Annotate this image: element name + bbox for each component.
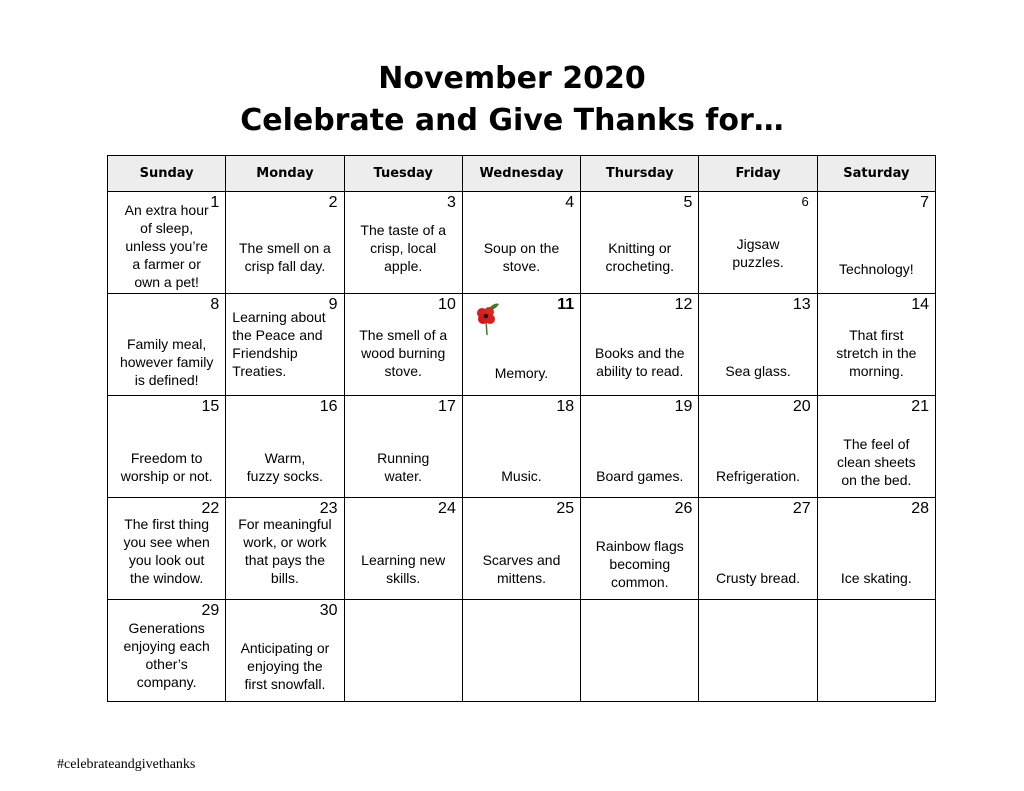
day-note: Crusty bread. [716, 570, 801, 586]
day-number: 29 [201, 602, 220, 619]
day-cell-30 [226, 600, 344, 702]
day-cell-1 [108, 192, 226, 294]
day-note: Scarves and mittens. [482, 552, 561, 586]
day-cell-11 [462, 294, 580, 396]
day-number: 15 [201, 398, 220, 415]
day-note: Warm, fuzzy socks. [246, 450, 324, 484]
day-number: 6 [801, 194, 809, 209]
day-note: Generations enjoying each other’s company. [123, 620, 210, 690]
empty-day-cell [344, 600, 462, 702]
weekday-header: Wednesday [462, 156, 580, 192]
day-cell-12 [581, 294, 699, 396]
day-note: Ice skating. [840, 570, 912, 586]
empty-day-cell [462, 600, 580, 702]
week-row [108, 294, 936, 396]
day-number: 23 [319, 500, 338, 517]
day-note: Anticipating or enjoying the first snowfall. [240, 640, 330, 692]
week-row [108, 498, 936, 600]
day-note: Sea glass. [725, 363, 791, 379]
day-number: 22 [201, 500, 220, 517]
day-note: An extra hour of sleep, unless you’re a farmer or own a pet! [124, 202, 209, 290]
day-note: The feel of clean sheets on the bed. [837, 436, 916, 488]
weekday-header: Tuesday [344, 156, 462, 192]
day-note: Learning about the Peace and Friendship Treaties. [232, 309, 326, 379]
day-cell-3 [344, 192, 462, 294]
day-cell-6 [699, 192, 817, 294]
day-cell-27 [699, 498, 817, 600]
day-number: 27 [792, 500, 811, 517]
day-number: 1 [210, 194, 220, 211]
day-note: Books and the ability to read. [595, 345, 685, 379]
day-number: 14 [911, 296, 929, 313]
day-number: 26 [674, 500, 693, 517]
day-cell-17 [344, 396, 462, 498]
day-note: Technology! [838, 261, 914, 277]
day-cell-23 [226, 498, 344, 600]
day-note: Jigsaw puzzles. [732, 236, 784, 270]
day-note: The taste of a crisp, local apple. [360, 222, 446, 274]
day-number: 16 [319, 398, 338, 415]
day-cell-26 [581, 498, 699, 600]
day-number: 19 [674, 398, 693, 415]
day-cell-18 [462, 396, 580, 498]
day-note: Board games. [596, 468, 684, 484]
day-note: The first thing you see when you look out the window. [123, 516, 210, 586]
weekday-header-row [108, 156, 936, 192]
day-note: Knitting or crocheting. [605, 240, 674, 274]
day-number: 24 [438, 500, 456, 517]
day-note: Soup on the stove. [483, 240, 560, 274]
day-cell-24 [344, 498, 462, 600]
day-number: 25 [556, 500, 575, 517]
day-note: Learning new skills. [361, 552, 446, 586]
calendar-grid [107, 155, 936, 702]
hashtag: #celebrateandgivethanks [57, 757, 196, 772]
day-cell-19 [581, 396, 699, 498]
week-row [108, 600, 936, 702]
day-number: 2 [328, 194, 338, 211]
day-note: Refrigeration. [716, 468, 801, 484]
day-number: 4 [565, 194, 575, 211]
day-number: 10 [438, 296, 456, 313]
day-cell-9 [226, 294, 344, 396]
empty-day-cell [581, 600, 699, 702]
day-cell-2 [226, 192, 344, 294]
weekday-header: Monday [226, 156, 344, 192]
day-number: 3 [446, 194, 456, 211]
day-cell-21 [817, 396, 935, 498]
day-note: Family meal, however family is defined! [119, 336, 214, 388]
weekday-header: Sunday [108, 156, 226, 192]
day-note: Freedom to worship or not. [120, 450, 213, 484]
day-cell-10 [344, 294, 462, 396]
weekday-header: Friday [699, 156, 817, 192]
day-cell-5 [581, 192, 699, 294]
day-cell-28 [817, 498, 935, 600]
day-number: 11 [557, 296, 575, 313]
day-note: The smell of a wood burning stove. [359, 327, 448, 379]
day-cell-14 [817, 294, 935, 396]
day-number: 18 [556, 398, 575, 415]
weekday-header: Thursday [581, 156, 699, 192]
page-subtitle: Celebrate and Give Thanks for… [240, 103, 784, 138]
day-cell-25 [462, 498, 580, 600]
day-number: 12 [674, 296, 693, 313]
day-note: That first stretch in the morning. [836, 327, 917, 379]
day-cell-8 [108, 294, 226, 396]
day-number: 30 [319, 602, 338, 619]
day-number: 13 [792, 296, 811, 313]
day-cell-16 [226, 396, 344, 498]
day-cell-20 [699, 396, 817, 498]
day-note: Music. [501, 468, 542, 484]
day-number: 20 [792, 398, 811, 415]
day-number: 28 [911, 500, 929, 517]
week-row [108, 192, 936, 294]
empty-day-cell [699, 600, 817, 702]
day-number: 5 [683, 194, 693, 211]
day-note: Memory. [494, 365, 549, 381]
day-note: The smell on a crisp fall day. [239, 240, 331, 274]
day-number: 9 [328, 296, 338, 313]
week-row [108, 396, 936, 498]
day-number: 8 [210, 296, 220, 313]
day-note: Running water. [377, 450, 430, 484]
day-cell-29 [108, 600, 226, 702]
poppy-icon [475, 300, 501, 336]
day-number: 7 [920, 194, 929, 211]
empty-day-cell [817, 600, 935, 702]
day-note: For meaningful work, or work that pays the bills. [238, 516, 332, 586]
day-cell-22 [108, 498, 226, 600]
day-cell-13 [699, 294, 817, 396]
day-number: 21 [911, 398, 929, 415]
day-cell-7 [817, 192, 935, 294]
day-number: 17 [438, 398, 456, 415]
weekday-header: Saturday [817, 156, 935, 192]
page-title: November 2020 [378, 61, 646, 96]
day-note: Rainbow flags becoming common. [595, 538, 684, 590]
day-cell-15 [108, 396, 226, 498]
day-cell-4 [462, 192, 580, 294]
